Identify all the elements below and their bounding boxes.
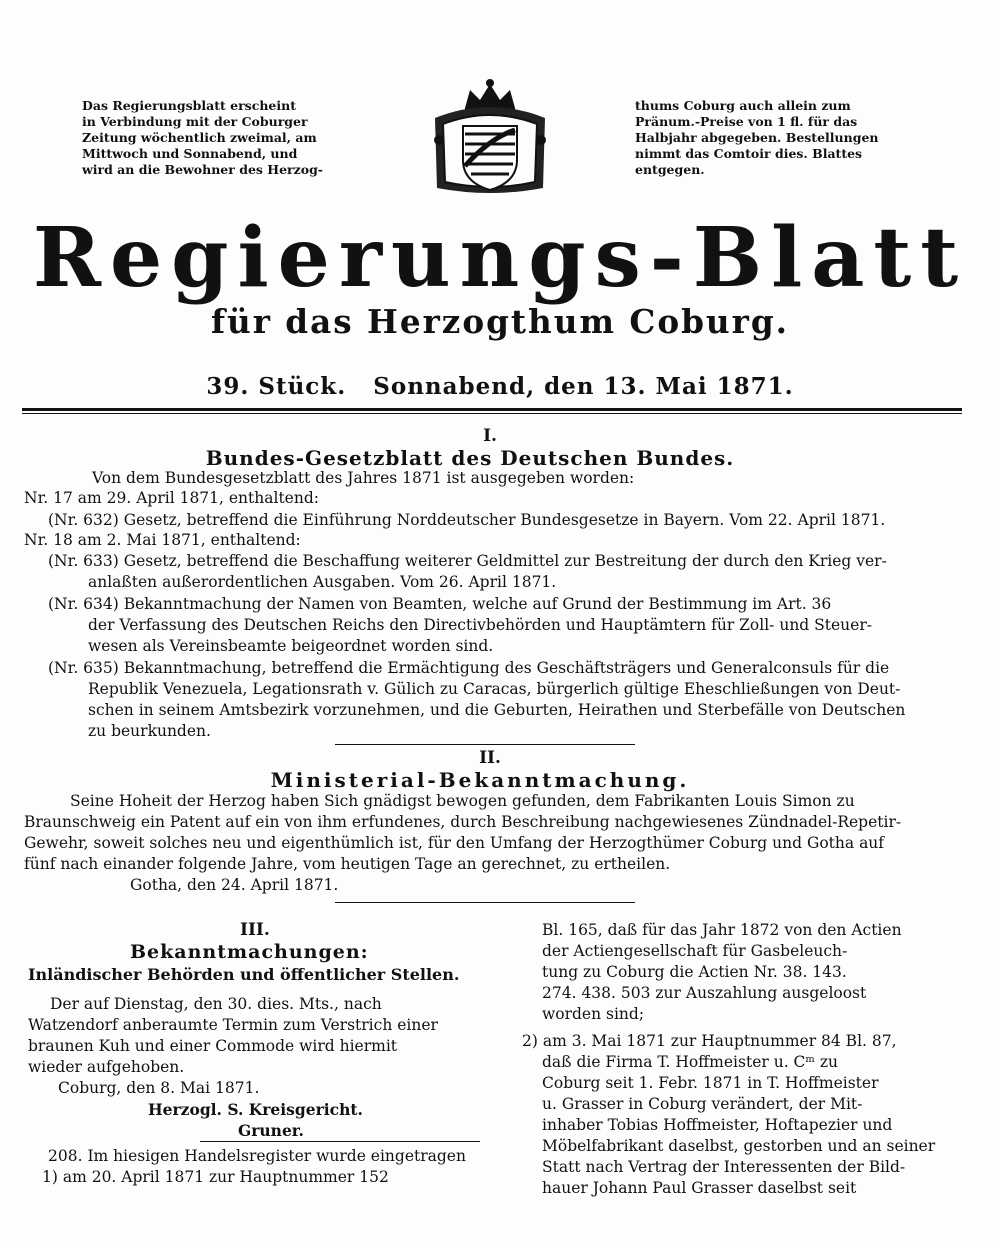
text-line: Braunschweig ein Patent auf ein von ihm erfundenes, durch Beschreibung nachgewiesenes Zündnadel-Repetir- xyxy=(24,813,902,831)
text-line: daß die Firma T. Hoffmeister u. Cᵐ zu xyxy=(542,1053,838,1071)
section-heading: Bundes-Gesetzblatt des Deutschen Bundes. xyxy=(205,446,735,470)
section-heading: Bekanntmachungen: xyxy=(130,941,369,963)
notice-right-line: entgegen. xyxy=(635,162,705,177)
section-number: III. xyxy=(240,920,270,940)
text-line: wesen als Vereinsbeamte beigeordnet worden sind. xyxy=(88,637,494,655)
text-line: tung zu Coburg die Actien Nr. 38. 143. xyxy=(542,963,847,981)
text-line: der Actiengesellschaft für Gasbeleuch- xyxy=(542,942,848,960)
text-line: 208. Im hiesigen Handelsregister wurde eingetragen xyxy=(48,1147,466,1165)
text-line: Republik Venezuela, Legationsrath v. Gülich zu Caracas, bürgerlich gültige Eheschließungen von Deut- xyxy=(88,680,901,698)
left-column-continued xyxy=(28,1146,480,1188)
text-line: hauer Johann Paul Grasser daselbst seit xyxy=(542,1179,857,1197)
notice-right-line: nimmt das Comtoir dies. Blattes xyxy=(635,146,863,161)
text-line: Statt nach Vertrag der Interessenten der Bild- xyxy=(542,1158,906,1176)
text-line: 1) am 20. April 1871 zur Hauptnummer 152 xyxy=(42,1168,389,1186)
text-line: Gotha, den 24. April 1871. xyxy=(130,876,339,894)
text-line: wieder aufgehoben. xyxy=(28,1058,185,1076)
notice-right xyxy=(635,98,907,178)
text-line: Seine Hoheit der Herzog haben Sich gnädigst bewogen gefunden, dem Fabrikanten Louis Simon zu xyxy=(70,792,855,810)
section-divider xyxy=(335,902,635,903)
text-line: Nr. 18 am 2. Mai 1871, enthaltend: xyxy=(24,531,301,549)
right-column xyxy=(522,920,962,1199)
text-line: worden sind; xyxy=(542,1005,645,1023)
text-line: anlaßten außerordentlichen Ausgaben. Vom 26. April 1871. xyxy=(88,573,557,591)
text-line: Bl. 165, daß für das Jahr 1872 von den Actien xyxy=(542,921,902,939)
text-line: (Nr. 635) Bekanntmachung, betreffend die Ermächtigung des Geschäftsträgers und Generalconsuls für die xyxy=(48,659,890,677)
signature-divider xyxy=(200,1141,480,1142)
notice-left-line: Zeitung wöchentlich zweimal, am xyxy=(82,130,317,145)
text-line: Herzogl. S. Kreisgericht. xyxy=(148,1100,363,1119)
section-divider xyxy=(335,744,635,745)
section-subheading: Inländischer Behörden und öffentlicher Stellen. xyxy=(28,965,460,984)
double-rule-thin xyxy=(22,413,962,414)
text-line: Coburg, den 8. Mai 1871. xyxy=(58,1079,260,1097)
text-line: 2) am 3. Mai 1871 zur Hauptnummer 84 Bl. 87, xyxy=(522,1032,897,1050)
text-line: fünf nach einander folgende Jahre, vom heutigen Tage an gerechnet, zu ertheilen. xyxy=(24,855,671,873)
text-line: Möbelfabrikant daselbst, gestorben und an seiner xyxy=(542,1137,936,1155)
text-line: (Nr. 634) Bekanntmachung der Namen von Beamten, welche auf Grund der Bestimmung im Art. 36 xyxy=(48,595,832,613)
section-heading: Ministerial-Bekanntmachung. xyxy=(270,768,690,792)
notice-left-line: in Verbindung mit der Coburger xyxy=(82,114,308,129)
notice-left-line: Mittwoch und Sonnabend, und xyxy=(82,146,298,161)
text-line: Watzendorf anberaumte Termin zum Verstrich einer xyxy=(28,1016,438,1034)
notice-right-line: thums Coburg auch allein zum xyxy=(635,98,851,113)
notice-right-line: Halbjahr abgegeben. Bestellungen xyxy=(635,130,879,145)
text-line: Von dem Bundesgesetzblatt des Jahres 1871 ist ausgegeben worden: xyxy=(92,469,635,487)
text-line: Gewehr, soweit solches neu und eigenthümlich ist, für den Umfang der Herzogthümer Coburg und Gotha auf xyxy=(24,834,885,852)
text-line: inhaber Tobias Hoffmeister, Hoftapezier und xyxy=(542,1116,893,1134)
text-line: (Nr. 633) Gesetz, betreffend die Beschaffung weiterer Geldmittel zur Bestreitung der durch den Krieg ver- xyxy=(48,552,887,570)
text-line: zu beurkunden. xyxy=(88,722,211,740)
text-line: Gruner. xyxy=(238,1121,304,1140)
masthead-title: Regierungs-Blatt xyxy=(32,210,968,306)
notice-left xyxy=(82,98,344,178)
issue-line: 39. Stück. Sonnabend, den 13. Mai 1871. xyxy=(206,373,794,400)
left-column xyxy=(28,994,480,1141)
text-line: 274. 438. 503 zur Auszahlung ausgeloost xyxy=(542,984,867,1002)
section-number: II. xyxy=(479,748,501,768)
section-number: I. xyxy=(483,426,497,446)
text-line: schen in seinem Amtsbezirk vorzunehmen, und die Geburten, Heirathen und Sterbefälle von Deutschen xyxy=(88,701,906,719)
coat-of-arms-icon xyxy=(425,78,555,198)
text-line: (Nr. 632) Gesetz, betreffend die Einführung Norddeutscher Bundesgesetze in Bayern. Vom 22. April 1871. xyxy=(48,511,886,529)
text-line: Coburg seit 1. Febr. 1871 in T. Hoffmeister xyxy=(542,1074,879,1092)
text-line: braunen Kuh und einer Commode wird hiermit xyxy=(28,1037,398,1055)
double-rule xyxy=(22,408,962,411)
text-line: der Verfassung des Deutschen Reichs den Directivbehörden und Hauptämtern für Zoll- und Steuer- xyxy=(88,616,872,634)
text-line: Nr. 17 am 29. April 1871, enthaltend: xyxy=(24,489,319,507)
notice-left-line: Das Regierungsblatt erscheint xyxy=(82,98,296,113)
notice-right-line: Pränum.-Preise von 1 fl. für das xyxy=(635,114,858,129)
text-line: Der auf Dienstag, den 30. dies. Mts., nach xyxy=(50,995,382,1013)
notice-left-line: wird an die Bewohner des Herzog- xyxy=(82,162,323,177)
masthead-subtitle: für das Herzogthum Coburg. xyxy=(210,302,790,341)
text-line: u. Grasser in Coburg verändert, der Mit- xyxy=(542,1095,863,1113)
